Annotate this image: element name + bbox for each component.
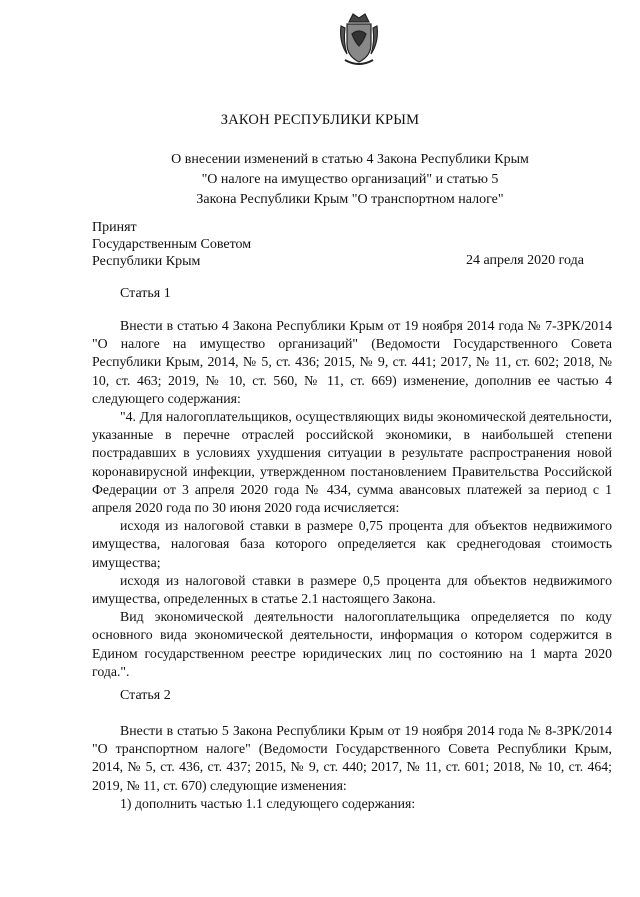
- article-paragraph: "4. Для налогоплательщиков, осуществляющих виды экономической деятельности, указанные в перечне отраслей российской экономики, в наибольшей степени пострадавших в условиях ухудшения ситуации в результате распространения новой коронавирусной инфекции, утвержденном постановлением Правительства Российской Федерации от 3 апреля 2020 года № 434, сумма авансовых платежей за период с 1 апреля 2020 года по 30 июня 2020 года исчисляется:: [92, 409, 612, 516]
- article-paragraph: 1) дополнить частью 1.1 следующего содержания:: [120, 795, 416, 811]
- adoption-date: 24 апреля 2020 года: [466, 253, 584, 268]
- article-paragraph: исходя из налоговой ставки в размере 0,5 процента для объектов недвижимого имущества, определенных в статье 2.1 настоящего Закона.: [92, 572, 612, 607]
- article-paragraph: исходя из налоговой ставки в размере 0,75 процента для объектов недвижимого имущества, налоговая база которого определяется как среднегодовая стоимость имущества;: [92, 518, 612, 570]
- subtitle-line: Закона Республики Крым "О транспортном налоге": [196, 192, 504, 207]
- article-paragraph: Внести в статью 5 Закона Республики Крым от 19 ноября 2014 года № 8-ЗРК/2014 "О транспортном налоге" (Ведомости Государственного Совета Республики Крым, 2014, № 5, ст. 436, ст. 437; 2015, № 9, ст. 440; 2017, № 11, ст. 601; 2018, № 10, ст. 464; 2019, № 11, ст. 670) следующие изменения:: [92, 723, 612, 793]
- article-paragraph: Внести в статью 4 Закона Республики Крым от 19 ноября 2014 года № 7-ЗРК/2014 "О налоге на имущество организаций" (Ведомости Государственного Совета Республики Крым, 2014, № 5, ст. 436; 2015, № 9, ст. 441; 2017, № 11, ст. 602; 2018, № 10, ст. 463; 2019, № 10, ст. 560, № 11, ст. 669) изменение, дополнив ее частью 4 следующего содержания:: [92, 318, 612, 406]
- document-title: ЗАКОН РЕСПУБЛИКИ КРЫМ: [220, 112, 420, 128]
- crimea-coat-of-arms-icon: [337, 8, 381, 68]
- article-1-body: [92, 317, 612, 681]
- adopted-by: [92, 219, 251, 270]
- subtitle-line: "О налоге на имущество организаций" и статью 5: [201, 172, 499, 187]
- subtitle-line: О внесении изменений в статью 4 Закона Республики Крым: [171, 152, 529, 167]
- document-subtitle: [150, 150, 550, 210]
- article-2-body: [92, 722, 612, 813]
- adopted-line: Государственным Советом: [92, 237, 252, 252]
- article-1-heading: Статья 1: [120, 286, 171, 301]
- article-paragraph: Вид экономической деятельности налогоплательщика определяется по коду основного вида экономической деятельности, информация о котором содержится в Едином государственном реестре юридических лиц по состоянию на 1 марта 2020 года.".: [92, 609, 612, 679]
- article-2-heading: Статья 2: [120, 688, 171, 703]
- adopted-line: Республики Крым: [92, 254, 201, 269]
- adopted-line: Принят: [92, 220, 137, 235]
